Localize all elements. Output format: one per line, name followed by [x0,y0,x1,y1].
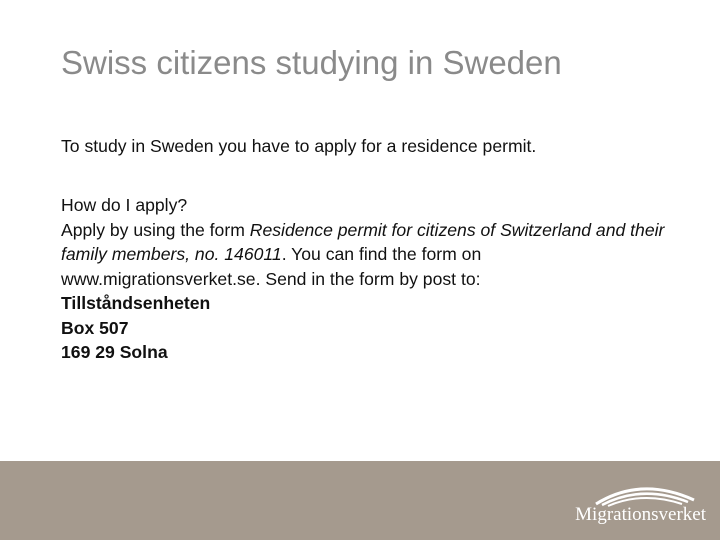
logo-text: Migrationsverket [575,504,706,525]
apply-block [61,193,676,365]
address-line-1: Tillståndsenheten [61,293,211,313]
apply-prefix: Apply by using the form [61,219,250,240]
apply-paragraph [61,218,676,292]
address-line-3: 169 29 Solna [61,342,168,362]
address-line-2: Box 507 [61,317,129,338]
intro-text: To study in Sweden you have to apply for a residence permit. [61,136,537,156]
question-text: How do I apply? [61,195,188,215]
apply-suffix: . You can find the form on www.migrationsverket.se. Send in the form by post to: [61,244,482,289]
form-name: Residence permit for citizens of Switzerland and their family members, no. 146011 [61,219,665,264]
slide-title: Swiss citizens studying in Sweden [61,44,562,81]
